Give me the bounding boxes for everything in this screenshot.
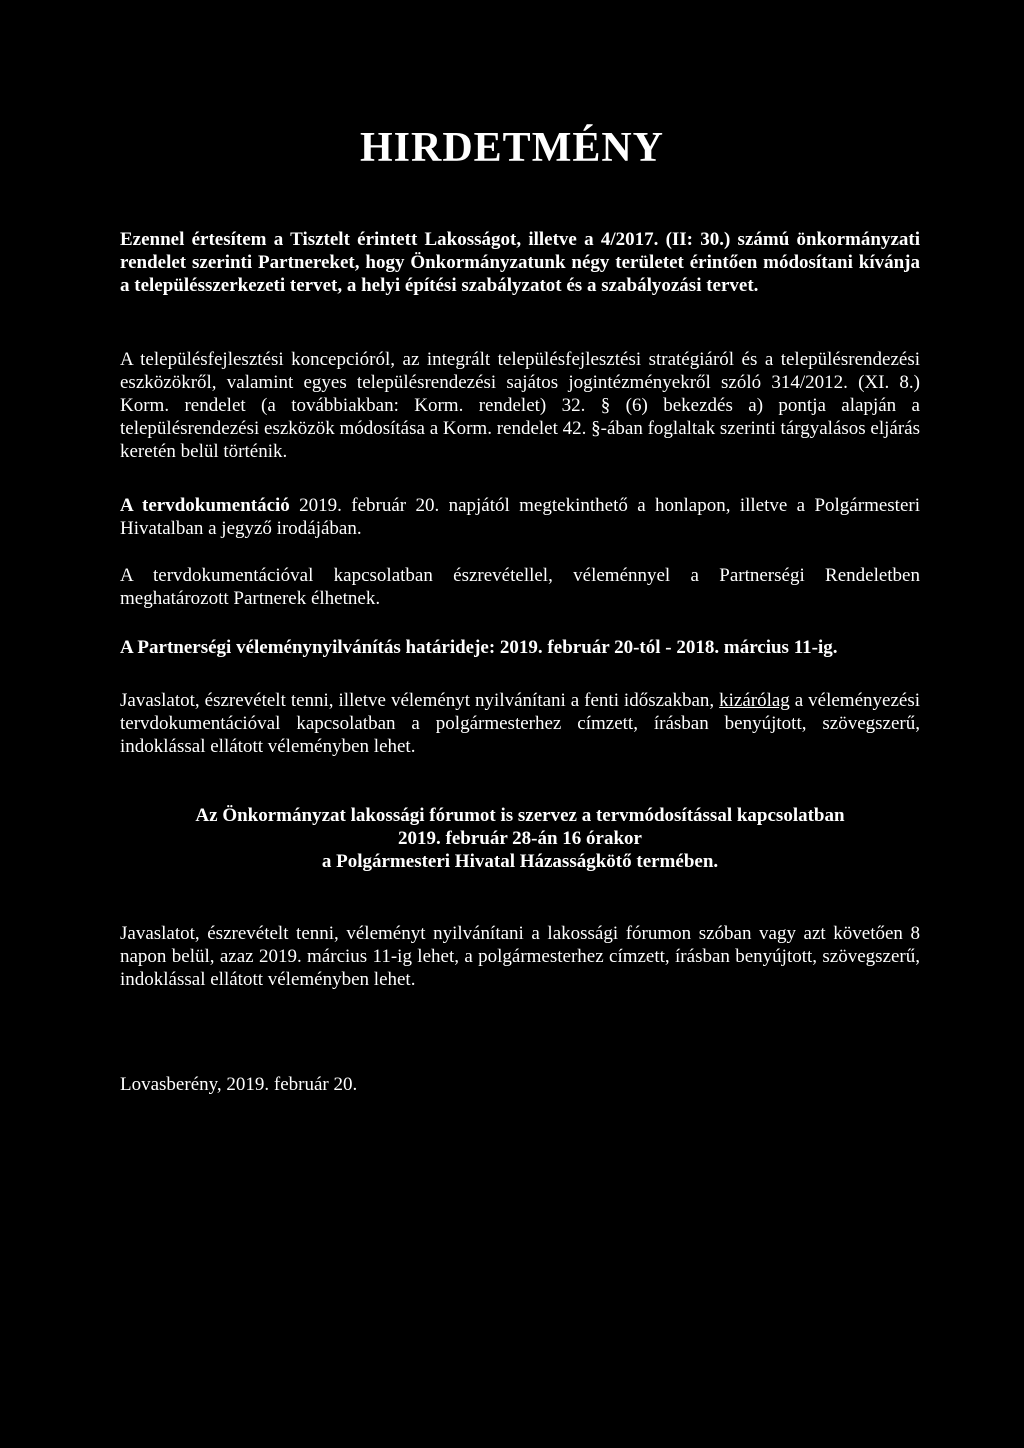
- partners-paragraph: A tervdokumentációval kapcsolatban észrevétellel, véleménnyel a Partnerségi Rendeletben meghatározott Partnerek élhetnek.: [120, 565, 920, 609]
- notice-title: HIRDETMÉNY: [359, 125, 665, 171]
- forum-feedback-paragraph: Javaslatot, észrevételt tenni, véleményt nyilvánítani a lakossági fórumon szóban vagy azt követően 8 napon belül, azaz 2019. március 11-ig lehet, a polgármesterhez címzett, írásban benyújtott, szövegszerű, indoklással ellátott véleményben lehet.: [120, 923, 920, 990]
- place-and-date: Lovasberény, 2019. február 20.: [120, 1074, 358, 1095]
- forum-date-line: 2019. február 28-án 16 órakor: [398, 828, 642, 849]
- submission-text-before: Javaslatot, észrevételt tenni, illetve véleményt nyilvánítani a fenti időszakban,: [120, 690, 720, 711]
- forum-line-1: Az Önkormányzat lakossági fórumot is szervez a tervmódosítással kapcsolatban: [195, 805, 845, 826]
- document-availability-text: 2019. február 20. napjától megtekinthető a honlapon, illetve a Polgármesteri Hivatalban a jegyző irodájában.: [120, 495, 920, 539]
- submission-emphasis: kizárólag: [719, 690, 790, 711]
- document-availability-lead: A tervdokumentáció: [120, 495, 290, 516]
- intro-paragraph: Ezennel értesítem a Tisztelt érintett Lakosságot, illetve a 4/2017. (II: 30.) számú önkormányzati rendelet szerinti Partnereket, hogy Önkormányzatunk négy területet érintően módosítani kívánja a településszerkezeti tervet, a helyi építési szabályzatot és a szabályozási tervet.: [120, 229, 920, 296]
- submission-paragraph: [120, 689, 920, 758]
- forum-location-line: a Polgármesteri Hivatal Házasságkötő termében.: [321, 851, 719, 872]
- forum-announcement: [120, 804, 920, 873]
- document-availability-paragraph: [120, 494, 920, 540]
- submission-text-after: a véleményezési tervdokumentációval kapcsolatban a polgármesterhez címzett, írásban benyújtott, szövegszerű, indoklással ellátott véleményben lehet.: [120, 690, 920, 757]
- legal-basis-paragraph: A településfejlesztési koncepcióról, az integrált településfejlesztési stratégiáról és a településrendezési eszközökről, valamint egyes településrendezési sajátos jogintézményekről szóló 314/2012. (XI. 8.) Korm. rendelet (a továbbiakban: Korm. rendelet) 32. § (6) bekezdés a) pontja alapján a településrendezési eszközök módosítása a Korm. rendelet 42. §-ában foglaltak szerinti tárgyalásos eljárás keretén belül történik.: [120, 349, 920, 462]
- deadline-heading: A Partnerségi véleménynyilvánítás határideje: 2019. február 20-tól - 2018. március 11-ig.: [120, 637, 838, 658]
